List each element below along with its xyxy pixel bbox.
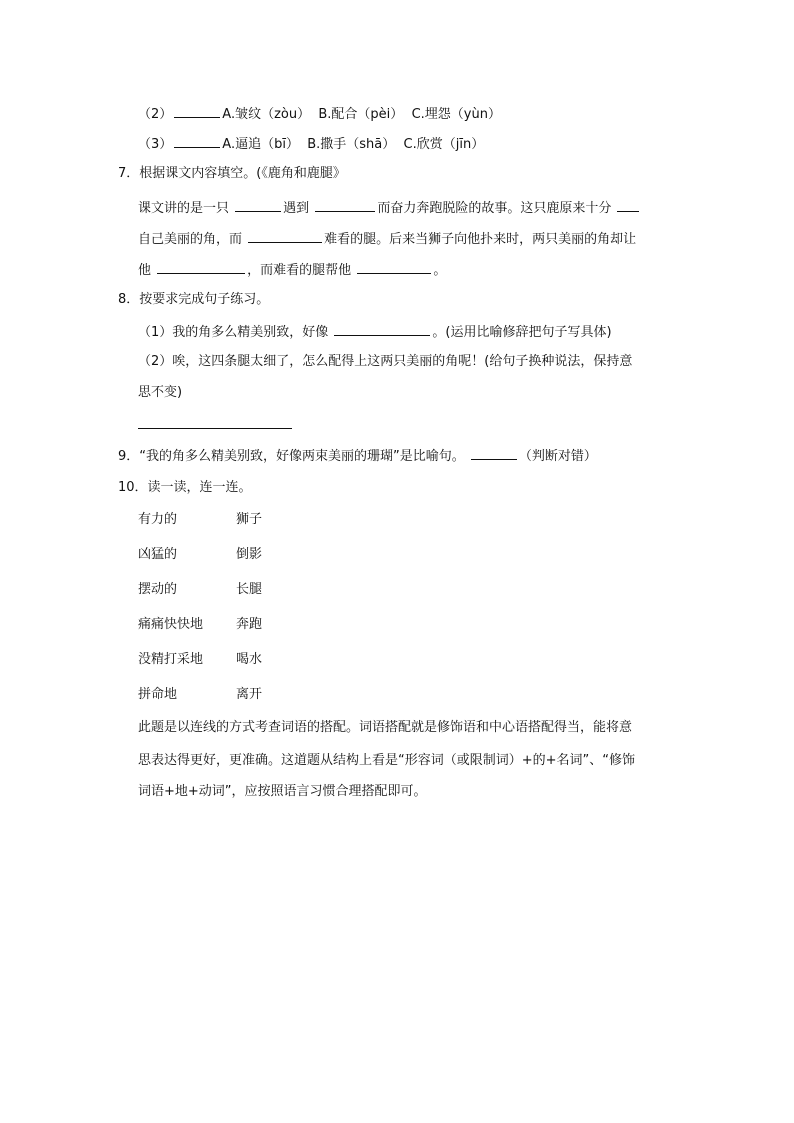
answer-blank[interactable] (235, 198, 281, 212)
text: （1）我的角多么精美别致，好像 (138, 325, 329, 340)
match-left-item[interactable]: 凶猛的 (138, 547, 178, 562)
text: 遇到 (283, 201, 310, 216)
q10-explanation-1: 此题是以连线的方式考查词语的搭配。词语搭配就是修饰语和中心语搭配得当，能将意 (138, 720, 633, 735)
option-a: A.逼追（bī） (222, 137, 299, 152)
answer-blank[interactable] (617, 198, 639, 212)
match-left-item[interactable]: 有力的 (138, 512, 178, 527)
text: 而奋力奔跑脱险的故事。这只鹿原来十分 (377, 201, 612, 216)
match-right-item[interactable]: 倒影 (236, 547, 263, 562)
answer-blank[interactable] (157, 260, 245, 274)
text: ，而难看的腿帮他 (247, 263, 352, 278)
answer-blank[interactable] (174, 104, 220, 118)
q7-line-3 (138, 260, 446, 280)
text: 。 (433, 263, 447, 278)
answer-blank[interactable] (174, 134, 220, 148)
match-row (0, 546, 794, 564)
q6-item-2 (138, 104, 501, 124)
option-a: A.皱纹（zòu） (222, 107, 311, 122)
q6-item-3 (138, 134, 484, 154)
text: 9．“我的角多么精美别致，好像两束美丽的珊瑚”是比喻句。 (118, 449, 465, 464)
match-right-item[interactable]: 狮子 (236, 512, 263, 527)
text: 自己美丽的角，而 (138, 232, 243, 247)
answer-blank[interactable] (471, 446, 517, 460)
match-left-item[interactable]: 痛痛快快地 (138, 617, 204, 632)
q8-sentence-2: （2）唉，这四条腿太细了，怎么配得上这两只美丽的角呢！(给句子换种说法，保持意 (138, 354, 633, 369)
option-c: C.欣赏（jīn） (403, 137, 485, 152)
answer-line[interactable] (138, 428, 292, 429)
match-left-item[interactable]: 拼命地 (138, 687, 178, 702)
q8-sentence-2-cont: 思不变) (138, 385, 183, 400)
q7-line-2 (138, 229, 636, 249)
q9-question (118, 446, 597, 466)
match-row (0, 581, 794, 599)
answer-blank[interactable] (248, 229, 322, 243)
q10-explanation-3: 词语+地+动词”，应按照语言习惯合理搭配即可。 (138, 784, 427, 799)
q10-title: 10．读一读，连一连。 (118, 480, 252, 495)
text: （判断对错） (518, 449, 597, 464)
match-left-item[interactable]: 摆动的 (138, 582, 178, 597)
answer-blank[interactable] (315, 198, 375, 212)
match-row (0, 511, 794, 529)
option-c: C.埋怨（yùn） (411, 107, 501, 122)
match-right-item[interactable]: 长腿 (236, 582, 263, 597)
match-row (0, 651, 794, 669)
match-row (0, 686, 794, 704)
q8-title: 8．按要求完成句子练习。 (118, 292, 270, 307)
option-b: B.配合（pèi） (318, 107, 404, 122)
text: 难看的腿。后来当狮子向他扑来时，两只美丽的角却让 (324, 232, 637, 247)
q8-sentence-1 (138, 322, 612, 342)
match-right-item[interactable]: 喝水 (236, 652, 263, 667)
q7-line-1 (138, 198, 641, 218)
match-row (0, 616, 794, 634)
match-left-item[interactable]: 没精打采地 (138, 652, 204, 667)
q10-explanation-2: 思表达得更好，更准确。这道题从结构上看是“形容词（或限制词）+的+名词”、“修饰 (138, 753, 635, 768)
match-right-item[interactable]: 离开 (236, 687, 263, 702)
q7-title: 7．根据课文内容填空。(《鹿角和鹿腿》 (118, 166, 346, 181)
text: 。(运用比喻修辞把句子写具体) (432, 325, 612, 340)
text: 课文讲的是一只 (138, 201, 230, 216)
answer-blank[interactable] (357, 260, 431, 274)
answer-blank[interactable] (334, 322, 430, 336)
item-number: （3） (138, 137, 173, 152)
option-b: B.撒手（shā） (307, 137, 396, 152)
text: 他 (138, 263, 152, 278)
match-right-item[interactable]: 奔跑 (236, 617, 263, 632)
item-number: （2） (138, 107, 173, 122)
